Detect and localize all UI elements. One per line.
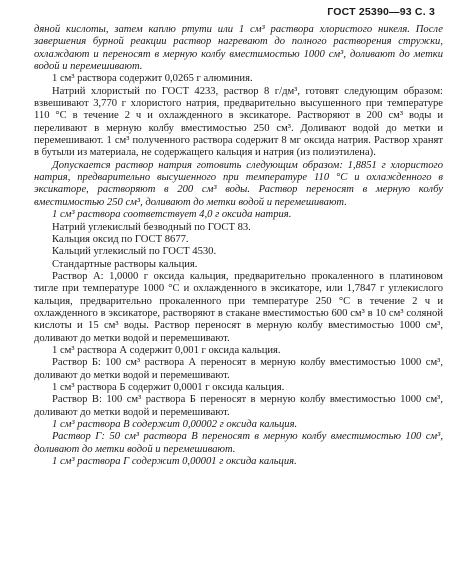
page-header: ГОСТ 25390—93 С. 3 <box>327 6 435 18</box>
paragraph-2: 1 см³ раствора содержит 0,0265 г алюминия. <box>52 73 253 85</box>
paragraph-5: 1 см³ раствора соответствует 4,0 г оксида натрия. <box>52 209 292 221</box>
paragraph-11: 1 см³ раствора А содержит 0,001 г оксида кальция. <box>52 344 281 356</box>
paragraph-3: Натрий хлористый по ГОСТ 4233, раствор 8 г/дм³, готовят следующим образом: взвешивают 3,770 г хлористого натрия, предварительно высушенного при температуре 110 °С в течение 2 ч и охлажденного в эксикаторе. Растворяют в 200 см³ воды и переливают в мерную колбу вместимостью 250 см³. Доливают водой до метки и перемешивают. 1 см³ полученного раствора содержит 8 мг оксида натрия. Раствор хранят в бутыли из материала, не содержащего кальция и натрия (из полиэтилена). <box>34 85 443 159</box>
paragraph-14: Раствор В: 100 см³ раствора Б переносят в мерную колбу вместимостью 1000 см³, доливают до метки водой и перемешивают. <box>34 394 443 418</box>
paragraph-6: Натрий углекислый безводный по ГОСТ 83. <box>52 221 251 233</box>
paragraph-16: Раствор Г: 50 см³ раствора В переносят в мерную колбу вместимостью 100 см³, доливают до метки водой и перемешивают. <box>34 431 443 455</box>
paragraph-17: 1 см³ раствора Г содержит 0,00001 г оксида кальция. <box>52 456 297 468</box>
paragraph-4: Допускается раствор натрия готовить следующим образом: 1,8851 г хлористого натрия, предварительно высушенного при температуре 110 °С и охлажденного в эксикаторе, растворяют в 200 см³ воды. Раствор переносят в мерную колбу вместимостью 250 см³, доливают до метки водой и перемешивают. <box>34 159 443 208</box>
paragraph-10: Раствор А: 1,0000 г оксида кальция, предварительно прокаленного в платиновом тигле при температуре 1000 °С и охлажденного в эксикаторе, или 1,7847 г углекислого кальция, предварительно прокаленного при температуре 250 °С в течение 2 ч и охлажденного в эксикаторе, растворяют в стакане вместимостью 600 см³ в 10 см³ соляной кислоты и 15 см³ воды. Раствор переносят в мерную колбу вместимостью 1000 см³, доливают до метки водой и перемешивают. <box>34 270 443 344</box>
paragraph-9: Стандартные растворы кальция. <box>52 258 198 270</box>
paragraph-13: 1 см³ раствора Б содержит 0,0001 г оксида кальция. <box>52 381 285 393</box>
document-body <box>34 24 443 468</box>
paragraph-8: Кальций углекислый по ГОСТ 4530. <box>52 246 217 258</box>
paragraph-12: Раствор Б: 100 см³ раствора А переносят в мерную колбу вместимостью 1000 см³, доливают до метки водой и перемешивают. <box>34 357 443 381</box>
paragraph-7: Кальция оксид по ГОСТ 8677. <box>52 233 189 245</box>
paragraph-1: дяной кислоты, затем каплю ртути или 1 см³ раствора хлористого никеля. После завершения бурной реакции раствор нагревают до полного растворения стружки, охлаждают и переносят в мерную колбу вместимостью 1000 см³, доливают до метки водой и перемешивают. <box>34 24 443 73</box>
paragraph-15: 1 см³ раствора В содержит 0,00002 г оксида кальция. <box>52 419 298 430</box>
